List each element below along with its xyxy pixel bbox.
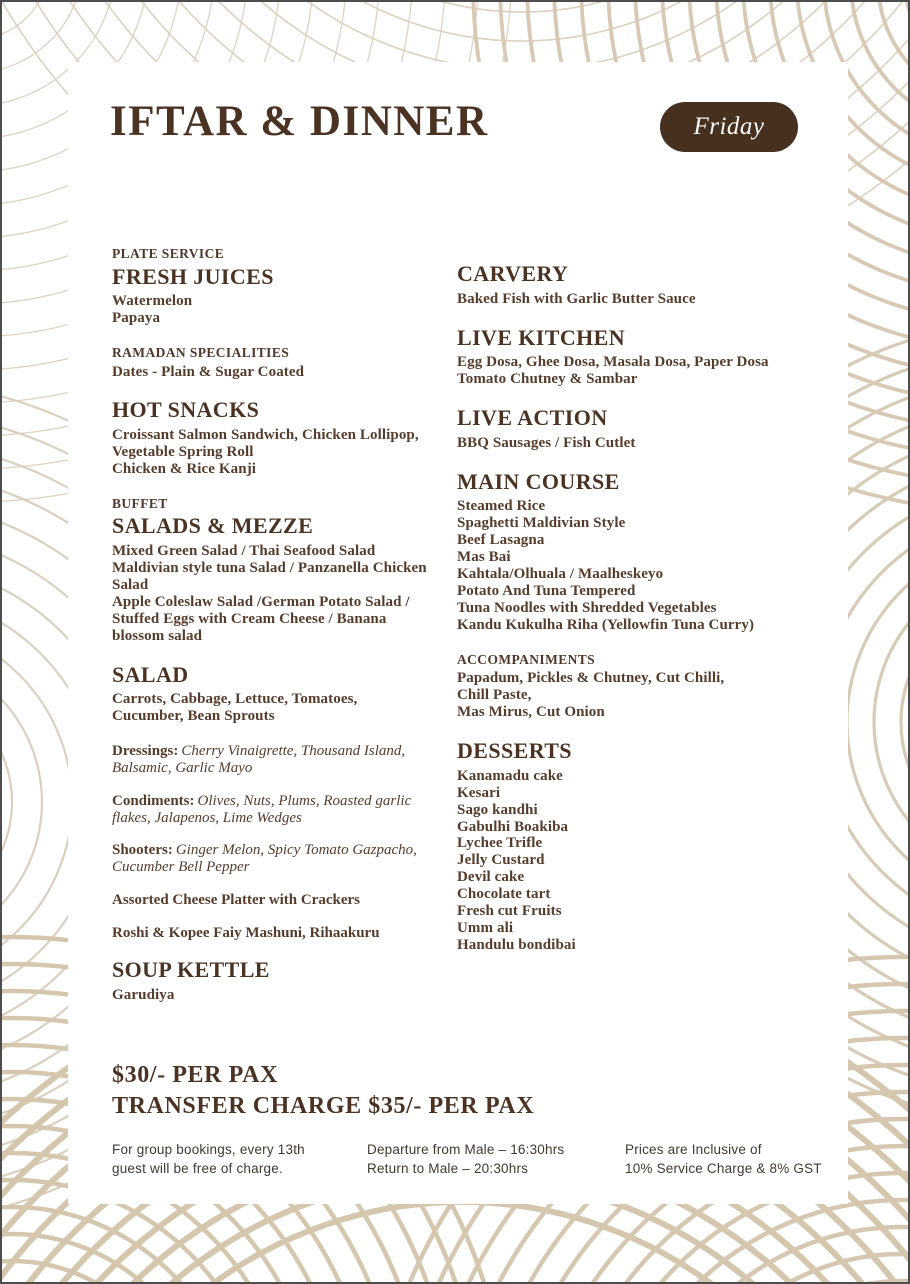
section-live-kitchen [457,326,782,389]
menu-item: Umm ali [457,920,514,937]
menu-item: Maldivian style tuna Salad / Panzanella Chicken Salad [112,559,427,593]
day-badge-label: Friday [693,113,765,140]
labeled-line-label: Shooters: [112,842,173,859]
transfer-charge: TRANSFER CHARGE $35/- PER PAX [112,1093,535,1119]
menu-item: Carrots, Cabbage, Lettuce, Tomatoes, Cucumber, Bean Sprouts [112,691,358,725]
section-hot-snacks [112,398,427,477]
menu-item: Tuna Noodles with Shredded Vegetables [457,599,717,616]
menu-item: Egg Dosa, Ghee Dosa, Masala Dosa, Paper Dosa [457,354,769,371]
labeled-line-text: Olives, Nuts, Plums, Roasted garlic flakes, Jalapenos, Lime Wedges [112,792,412,826]
menu-item: Handulu bondibai [457,937,576,954]
day-badge [660,102,798,152]
menu-item: Spaghetti Maldivian Style [457,515,626,532]
menu-item: Apple Coleslaw Salad /German Potato Salad / Stuffed Eggs with Cream Cheese / Banana blossom salad [112,593,410,644]
menu-item: Croissant Salmon Sandwich, Chicken Lollipop, Vegetable Spring Roll [112,427,419,461]
section-title: CARVERY [457,261,569,286]
menu-item: Papadum, Pickles & Chutney, Cut Chilli, [457,670,725,687]
menu-item: Chocolate tart [457,886,551,903]
menu-item: Sago kandhi [457,801,538,818]
section-title: MAIN COURSE [457,468,620,494]
labeled-line-text: Ginger Melon, Spicy Tomato Gazpacho, Cucumber Bell Pepper [112,842,417,876]
menu-item: Potato And Tuna Tempered [457,582,636,599]
menu-item: Gabulhi Boakiba [457,818,569,835]
section-accompaniments [457,652,782,721]
standalone-item-roshi: Roshi & Kopee Faiy Mashuni, Rihaakuru [112,924,380,941]
menu-item: BBQ Sausages / Fish Cutlet [457,434,636,451]
footnote-line: For group bookings, every 13th [112,1142,305,1157]
menu-item: Kesari [457,784,501,801]
menu-item: Kandu Kukulha Riha (Yellowfin Tuna Curry) [457,616,755,633]
section-title: LIVE KITCHEN [457,324,626,350]
section-soup-kettle [112,958,427,1004]
section-ramadan-specialities [112,345,427,380]
page-title: IFTAR & DINNER [110,98,489,145]
section-dressings [112,743,427,778]
section-title-minor: RAMADAN SPECIALITIES [112,345,290,361]
footnote-line: Prices are Inclusive of [625,1142,762,1157]
footnote-line: Departure from Male – 16:30hrs [367,1142,565,1157]
menu-item: Tomato Chutney & Sambar [457,371,638,388]
menu-item: Kahtala/Olhuala / Maalheskeyo [457,566,664,582]
section-title: SALADS & MEZZE [112,513,314,539]
menu-item: Chicken & Rice Kanji [112,460,257,477]
labeled-line [112,743,427,778]
footnote-line: Return to Male – 20:30hrs [367,1161,529,1176]
menu-item: Chill Paste, [457,687,532,704]
labeled-line-label: Condiments: [112,792,195,809]
menu-item: Mas Bai [457,549,511,566]
labeled-line-label: Dressings: [112,743,179,760]
section-title: FRESH JUICES [112,263,274,289]
section-main-course [457,470,782,634]
section-title: LIVE ACTION [457,405,608,431]
footnote-taxes [625,1140,865,1178]
section-eyebrow-buffet: BUFFET [112,495,168,511]
section-title: DESSERTS [457,738,572,764]
section-title: SOUP KETTLE [112,957,270,983]
pricing-block [112,1060,534,1122]
section-eyebrow-plate-service: PLATE SERVICE [112,246,225,261]
section-desserts [457,739,782,954]
menu-item: Baked Fish with Garlic Butter Sauce [457,290,696,307]
menu-item: Beef Lasagna [457,532,545,549]
price-per-pax: $30/- PER PAX [112,1062,279,1088]
menu-content [2,2,908,1282]
section-title-minor: ACCOMPANIMENTS [457,651,596,667]
standalone-item-cheese-platter: Assorted Cheese Platter with Crackers [112,891,360,908]
section-live-action [457,406,782,452]
menu-item: Mas Mirus, Cut Onion [457,704,605,721]
menu-item: Devil cake [457,869,525,886]
section-salads-mezze [112,496,427,645]
menu-item: Dates - Plain & Sugar Coated [112,363,305,380]
section-title: SALAD [112,661,189,687]
menu-item: Lychee Trifle [457,835,543,852]
menu-item: Mixed Green Salad / Thai Seafood Salad [112,543,376,560]
menu-item: Watermelon [112,293,193,310]
menu-column-left [112,246,427,1022]
footnote-group-bookings [112,1140,352,1178]
footnote-line: 10% Service Charge & 8% GST [625,1161,822,1176]
labeled-line [112,842,427,877]
menu-item: Papaya [112,310,161,327]
menu-item: Garudiya [112,986,175,1003]
footnote-transfer-times [367,1140,607,1178]
labeled-line-text: Cherry Vinaigrette, Thousand Island, Balsamic, Garlic Mayo [112,743,406,777]
section-salad [112,663,427,726]
menu-item: Steamed Rice [457,498,546,515]
section-shooters [112,842,427,877]
section-condiments [112,793,427,828]
section-carvery [457,262,782,308]
menu-item: Fresh cut Fruits [457,903,562,920]
menu-item: Jelly Custard [457,852,545,869]
section-fresh-juices [112,246,427,327]
section-title: HOT SNACKS [112,397,260,423]
menu-column-right [457,262,782,972]
footnote-line: guest will be free of charge. [112,1161,283,1176]
labeled-line [112,793,427,828]
menu-item: Kanamadu cake [457,767,563,784]
